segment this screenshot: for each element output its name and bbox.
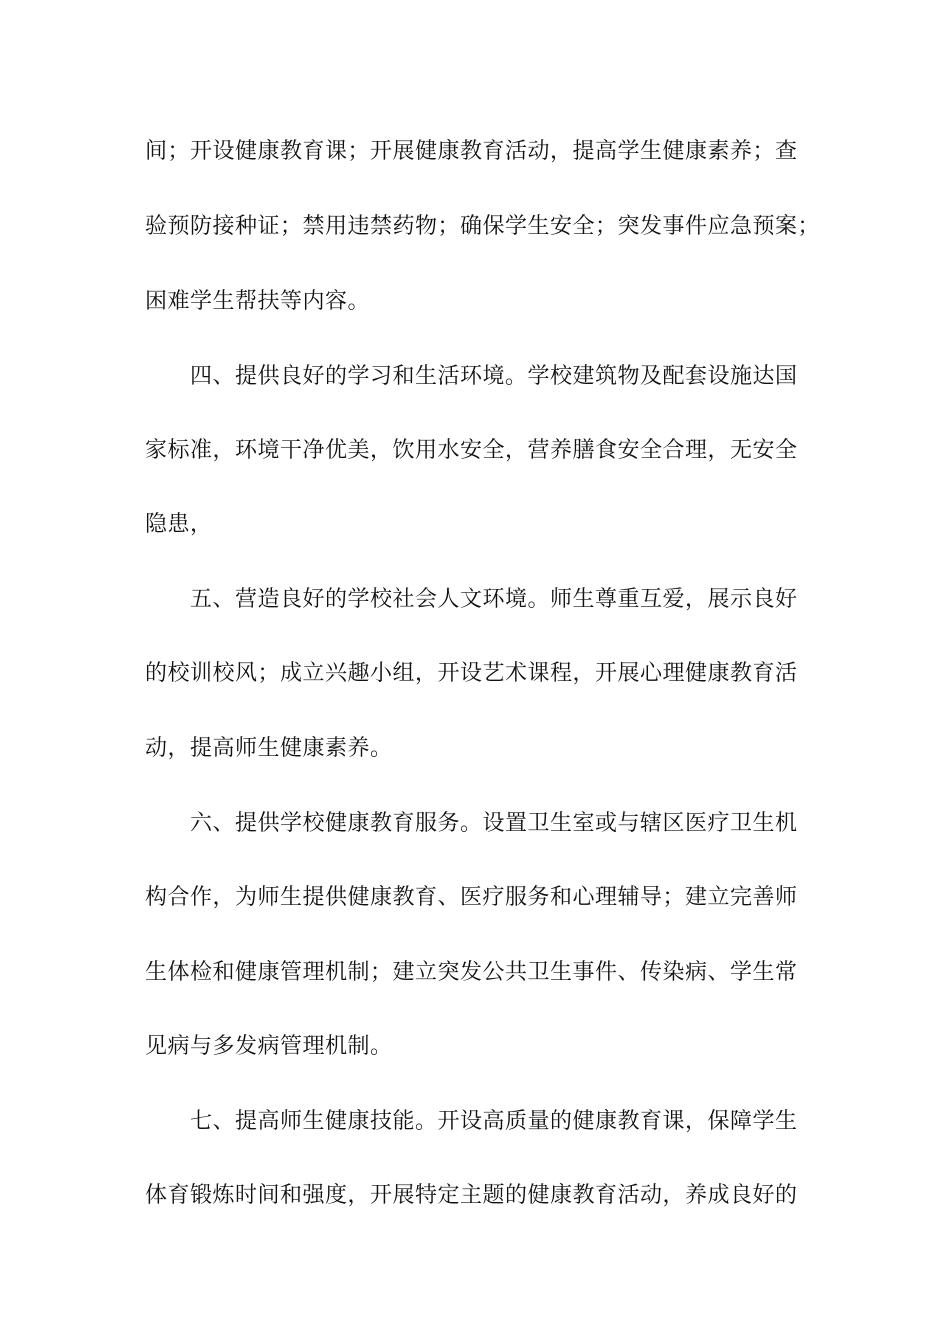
text-line: 隐患， <box>145 512 213 537</box>
text-line: 的校训校风；成立兴趣小组，开设艺术课程，开展心理健康教育活 <box>145 661 798 686</box>
text-line: 困难学生帮扶等内容。 <box>145 289 371 314</box>
text-line: 生体检和健康管理机制；建立突发公共卫生事件、传染病、学生常 <box>145 960 798 985</box>
section-7-heading-line: 七、提高师生健康技能。开设高质量的健康教育课，保障学生 <box>190 1109 798 1134</box>
text-line: 家标准，环境干净优美，饮用水安全，营养膳食安全合理，无安全 <box>145 438 798 463</box>
text-line: 间；开设健康教育课；开展健康教育活动，提高学生健康素养；查 <box>145 139 798 164</box>
section-6-heading-line: 六、提供学校健康教育服务。设置卫生室或与辖区医疗卫生机 <box>190 811 798 836</box>
text-line: 动，提高师生健康素养。 <box>145 736 393 761</box>
text-line: 构合作，为师生提供健康教育、医疗服务和心理辅导；建立完善师 <box>145 885 798 910</box>
text-line: 见病与多发病管理机制。 <box>145 1034 393 1059</box>
section-5-heading-line: 五、营造良好的学校社会人文环境。师生尊重互爱，展示良好 <box>190 587 798 612</box>
text-line: 体育锻炼时间和强度，开展特定主题的健康教育活动，养成良好的 <box>145 1183 798 1208</box>
text-line: 验预防接种证；禁用违禁药物；确保学生安全；突发事件应急预案； <box>145 214 821 239</box>
section-4-heading-line: 四、提供良好的学习和生活环境。学校建筑物及配套设施达国 <box>190 364 798 389</box>
